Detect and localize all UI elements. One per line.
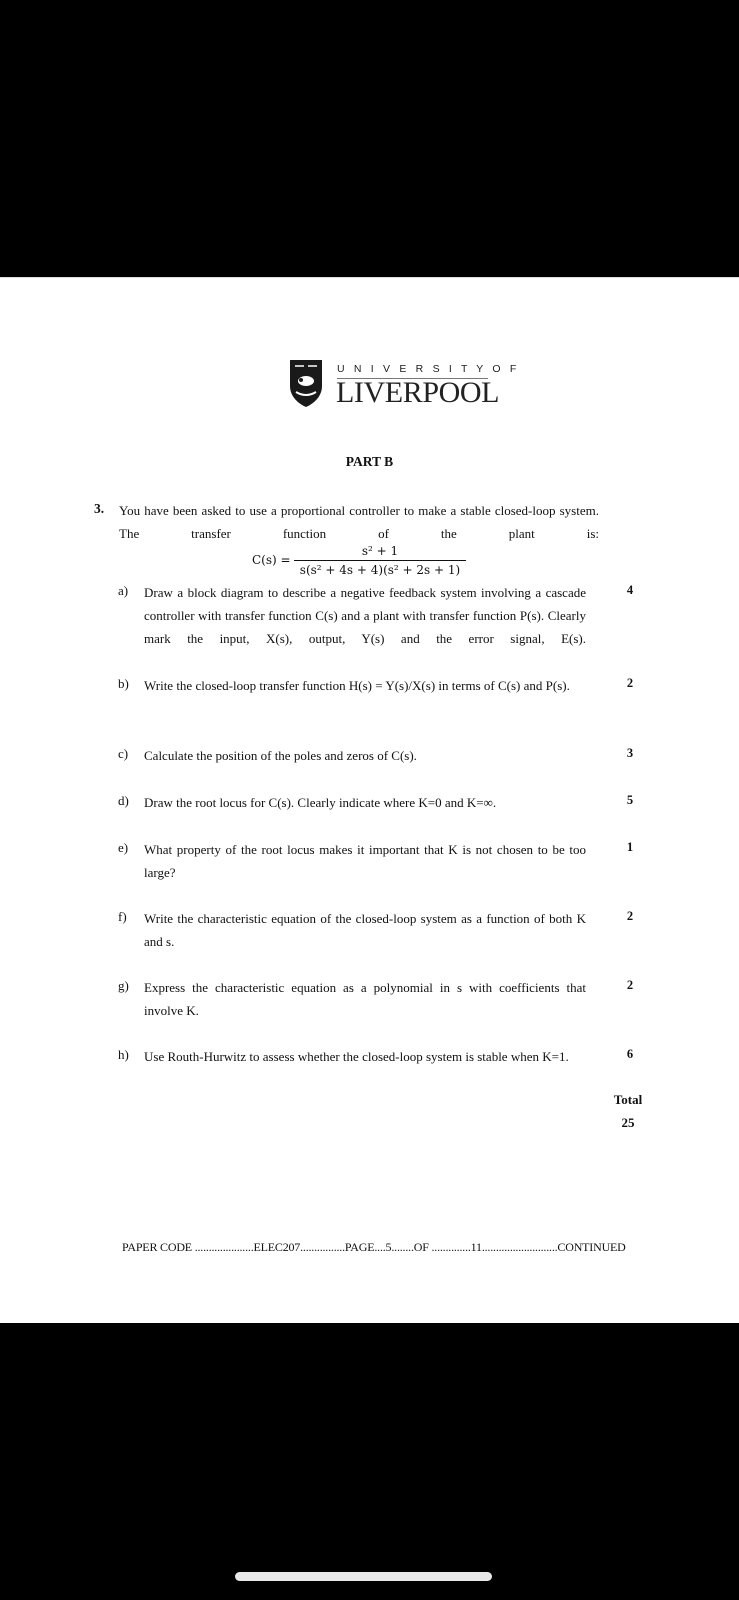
part-a-marks: 4: [626, 583, 634, 597]
question-intro: You have been asked to use a proportional controller to make a stable closed-loop system. The transfer function of the plant is:: [119, 503, 599, 541]
part-b-text: Write the closed-loop transfer function H(s) = Y(s)/X(s) in terms of C(s) and P(s).: [144, 678, 570, 693]
part-c-marks: 3: [626, 746, 634, 760]
part-e-marks: 1: [626, 840, 634, 854]
university-of-text: U N I V E R S I T Y O F: [337, 363, 520, 375]
part-g-letter: g): [118, 978, 129, 993]
part-e-letter: e): [118, 840, 129, 855]
question-number: 3.: [94, 501, 105, 516]
total-label: Total: [613, 1092, 643, 1107]
paper-code-footer: PAPER CODE .....................ELEC207................PAGE....5........OF ..............11...........................CONTINUED: [122, 1240, 626, 1254]
part-heading: PART B: [345, 454, 394, 469]
total-value: 25: [621, 1115, 635, 1130]
part-d-marks: 5: [626, 793, 634, 807]
equation-lhs: C(s) =: [252, 553, 291, 567]
part-g-marks: 2: [626, 978, 634, 992]
part-a-text: Draw a block diagram to describe a negative feedback system involving a cascade controller with transfer function C(s) and a plant with transfer function P(s). Clearly mark the input, X(s), output, Y(s) and the error signal, E(s).: [144, 585, 586, 646]
part-a-letter: a): [118, 583, 129, 598]
part-b-marks: 2: [626, 676, 634, 690]
part-e-text: What property of the root locus makes it important that K is not chosen to be too large?: [144, 842, 586, 880]
part-c-text: Calculate the position of the poles and zeros of C(s).: [144, 748, 417, 763]
part-d-letter: d): [118, 793, 129, 808]
part-h-letter: h): [118, 1047, 129, 1062]
liverpool-crest-icon: [290, 360, 322, 407]
part-f-marks: 2: [626, 909, 634, 923]
part-f-letter: f): [118, 909, 127, 924]
part-c-letter: c): [118, 746, 129, 761]
university-logo: [290, 360, 520, 410]
equation-denominator: s(s² + 4s + 4)(s² + 2s + 1): [299, 563, 461, 577]
equation-numerator: s² + 1: [361, 544, 399, 558]
part-f-text: Write the characteristic equation of the closed-loop system as a function of both K and s.: [144, 911, 586, 949]
fraction-bar: [294, 560, 466, 561]
part-d-text: Draw the root locus for C(s). Clearly indicate where K=0 and K=∞.: [144, 795, 497, 810]
part-h-text: Use Routh-Hurwitz to assess whether the closed-loop system is stable when K=1.: [144, 1049, 569, 1064]
home-indicator[interactable]: [235, 1572, 492, 1581]
transfer-function-equation: [252, 544, 472, 582]
part-h-marks: 6: [626, 1047, 634, 1061]
part-b-letter: b): [118, 676, 129, 691]
part-g-text: Express the characteristic equation as a polynomial in s with coefficients that involve K.: [144, 980, 586, 1018]
liverpool-wordmark: LIVERPOOL: [336, 376, 500, 409]
exam-page: [0, 277, 739, 1323]
